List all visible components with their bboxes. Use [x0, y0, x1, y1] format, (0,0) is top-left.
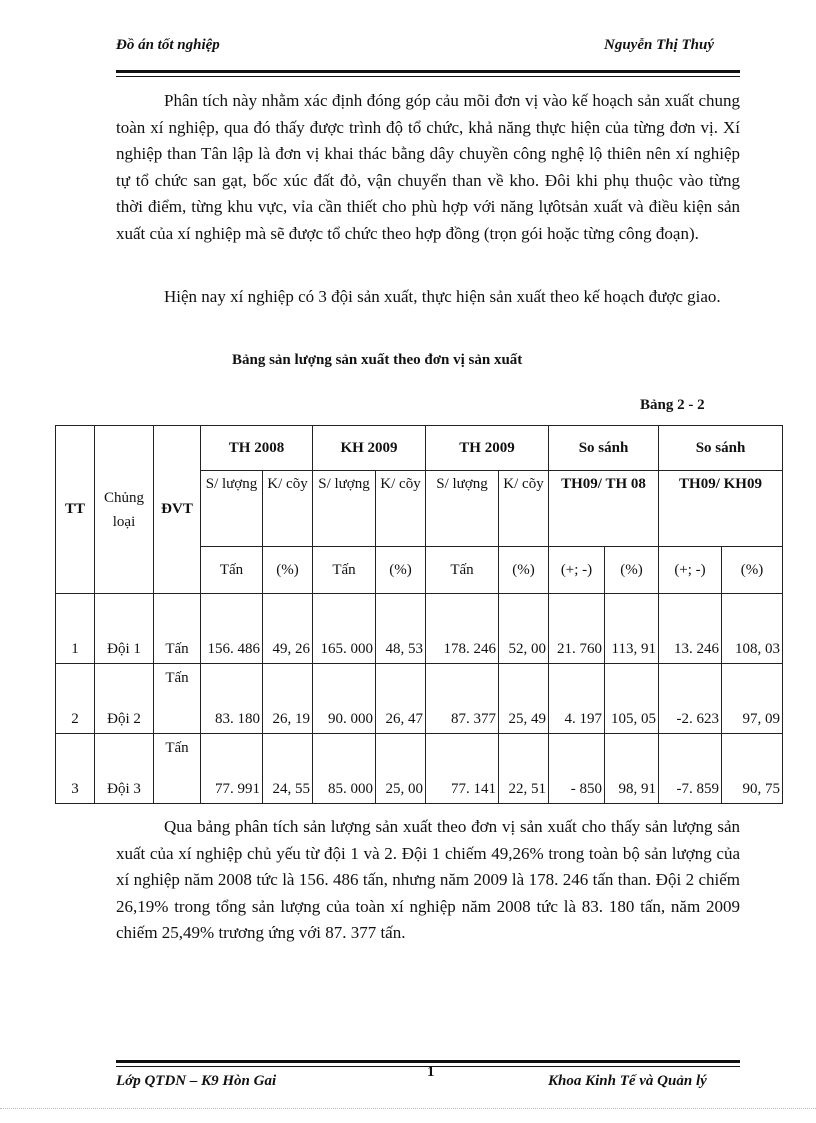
header-th2008: TH 2008: [201, 426, 313, 471]
cell-value: 87. 377: [426, 664, 499, 734]
cell-value: 77. 991: [201, 734, 263, 804]
unit-cell: (+; -): [549, 547, 605, 594]
cell-value: 83. 180: [201, 664, 263, 734]
cell-value: -2. 623: [659, 664, 722, 734]
cell-value: 97, 09: [722, 664, 783, 734]
cell-value: 26, 19: [263, 664, 313, 734]
header-left-title: Đồ án tốt nghiệp: [116, 37, 220, 53]
cell-value: 77. 141: [426, 734, 499, 804]
cell-value: 98, 91: [605, 734, 659, 804]
page-bottom-dotted-line: [0, 1108, 816, 1109]
header-th2009: TH 2009: [426, 426, 549, 471]
header-rule-thin: [116, 76, 740, 77]
header-kh2009: KH 2009: [313, 426, 426, 471]
unit-cell: Tấn: [201, 547, 263, 594]
unit-cell: (%): [605, 547, 659, 594]
cell-value: 105, 05: [605, 664, 659, 734]
cell-value: -7. 859: [659, 734, 722, 804]
unit-cell: (%): [499, 547, 549, 594]
page-number: 1: [427, 1064, 435, 1080]
sub-quantity-3: S/ lượng: [426, 471, 499, 547]
cell-value: 113, 91: [605, 594, 659, 664]
cell-value: 90, 75: [722, 734, 783, 804]
row-index: 1: [56, 594, 95, 664]
cell-value: 13. 246: [659, 594, 722, 664]
sub-share-2: K/ cõy: [376, 471, 426, 547]
unit-cell: (+; -): [659, 547, 722, 594]
cell-value: 52, 00: [499, 594, 549, 664]
table-caption: Bảng sản lượng sản xuất theo đơn vị sản xuất: [232, 352, 523, 368]
header-compare-1: So sánh: [549, 426, 659, 471]
unit-cell: (%): [722, 547, 783, 594]
footer-faculty: Khoa Kinh Tế và Quản lý: [548, 1073, 707, 1089]
cell-value: 48, 53: [376, 594, 426, 664]
table-row: [56, 664, 783, 734]
cell-value: 21. 760: [549, 594, 605, 664]
paragraph-1: Phân tích này nhằm xác định đóng góp cảu mõi đơn vị vào kế hoạch sản xuất chung toàn xí nghiệp, qua đó thấy được trình độ tổ chức, khả năng thực hiện của từng đơn vị. Xí nghiệp than Tân lập là đơn vị khai thác bằng dây chuyền công nghệ lộ thiên nên xí nghiệp tự tổ chức san gạt, bốc xúc đất đỏ, vận chuyển than về kho. Đôi khi phụ thuộc vào từng thời điểm, từng khu vực, vỉa cần thiết cho phù hợp với năng lựôtsản xuất và điều kiện sản xuất của xí nghiệp mà sẽ được tổ chức theo hợp đồng (trọn gói hoặc từng công đoạn).: [116, 91, 740, 243]
cell-value: 4. 197: [549, 664, 605, 734]
table-row: [56, 594, 783, 664]
row-index: 3: [56, 734, 95, 804]
paragraph-3: Qua bảng phân tích sản lượng sản xuất theo đơn vị sản xuất cho thấy sản lượng sản xuất của xí nghiệp chủ yếu từ đội 1 và 2. Đội 1 chiếm 49,26% trong toàn bộ sản lượng của xí nghiệp năm 2008 tức là 156. 486 tấn, nhưng năm 2009 là 178. 246 tấn than. Đội 2 chiếm 26,19% trong tổng sản lượng của toàn xí nghiệp năm 2008 tức là 83. 180 tấn, năm 2009 chiếm 25,49% trương ứng với 87. 377 tấn.: [116, 817, 740, 943]
header-unit: ĐVT: [154, 426, 201, 594]
cell-value: - 850: [549, 734, 605, 804]
header-tt: TT: [56, 426, 95, 594]
cell-value: 90. 000: [313, 664, 376, 734]
header-author: Nguyễn Thị Thuý: [604, 37, 715, 53]
production-table: [55, 425, 783, 804]
cell-value: 49, 26: [263, 594, 313, 664]
header-compare-2: So sánh: [659, 426, 783, 471]
row-unit: Tấn: [154, 594, 201, 664]
cell-value: 156. 486: [201, 594, 263, 664]
row-unit: Tấn: [154, 664, 201, 734]
sub-compare-2: TH09/ KH09: [659, 471, 783, 547]
cell-value: 22, 51: [499, 734, 549, 804]
cell-value: 26, 47: [376, 664, 426, 734]
sub-share-3: K/ cõy: [499, 471, 549, 547]
paragraph-2: Hiện nay xí nghiệp có 3 đội sản xuất, thực hiện sản xuất theo kế hoạch được giao.: [164, 287, 721, 306]
row-unit: Tấn: [154, 734, 201, 804]
header-rule-thick: [116, 70, 740, 73]
cell-value: 25, 49: [499, 664, 549, 734]
table-row: [56, 734, 783, 804]
cell-value: 165. 000: [313, 594, 376, 664]
cell-value: 85. 000: [313, 734, 376, 804]
unit-cell: (%): [376, 547, 426, 594]
table-number: Bảng 2 - 2: [640, 397, 705, 413]
sub-compare-1: TH09/ TH 08: [549, 471, 659, 547]
unit-cell: Tấn: [313, 547, 376, 594]
row-team: Đội 3: [95, 734, 154, 804]
cell-value: 108, 03: [722, 594, 783, 664]
cell-value: 178. 246: [426, 594, 499, 664]
sub-quantity-2: S/ lượng: [313, 471, 376, 547]
header-type: Chủng loại: [95, 426, 154, 594]
cell-value: 25, 00: [376, 734, 426, 804]
sub-share-1: K/ cõy: [263, 471, 313, 547]
unit-cell: (%): [263, 547, 313, 594]
unit-cell: Tấn: [426, 547, 499, 594]
footer-rule-thick: [116, 1060, 740, 1063]
row-team: Đội 1: [95, 594, 154, 664]
row-team: Đội 2: [95, 664, 154, 734]
cell-value: 24, 55: [263, 734, 313, 804]
row-index: 2: [56, 664, 95, 734]
sub-quantity-1: S/ lượng: [201, 471, 263, 547]
footer-class: Lớp QTDN – K9 Hòn Gai: [116, 1073, 277, 1089]
